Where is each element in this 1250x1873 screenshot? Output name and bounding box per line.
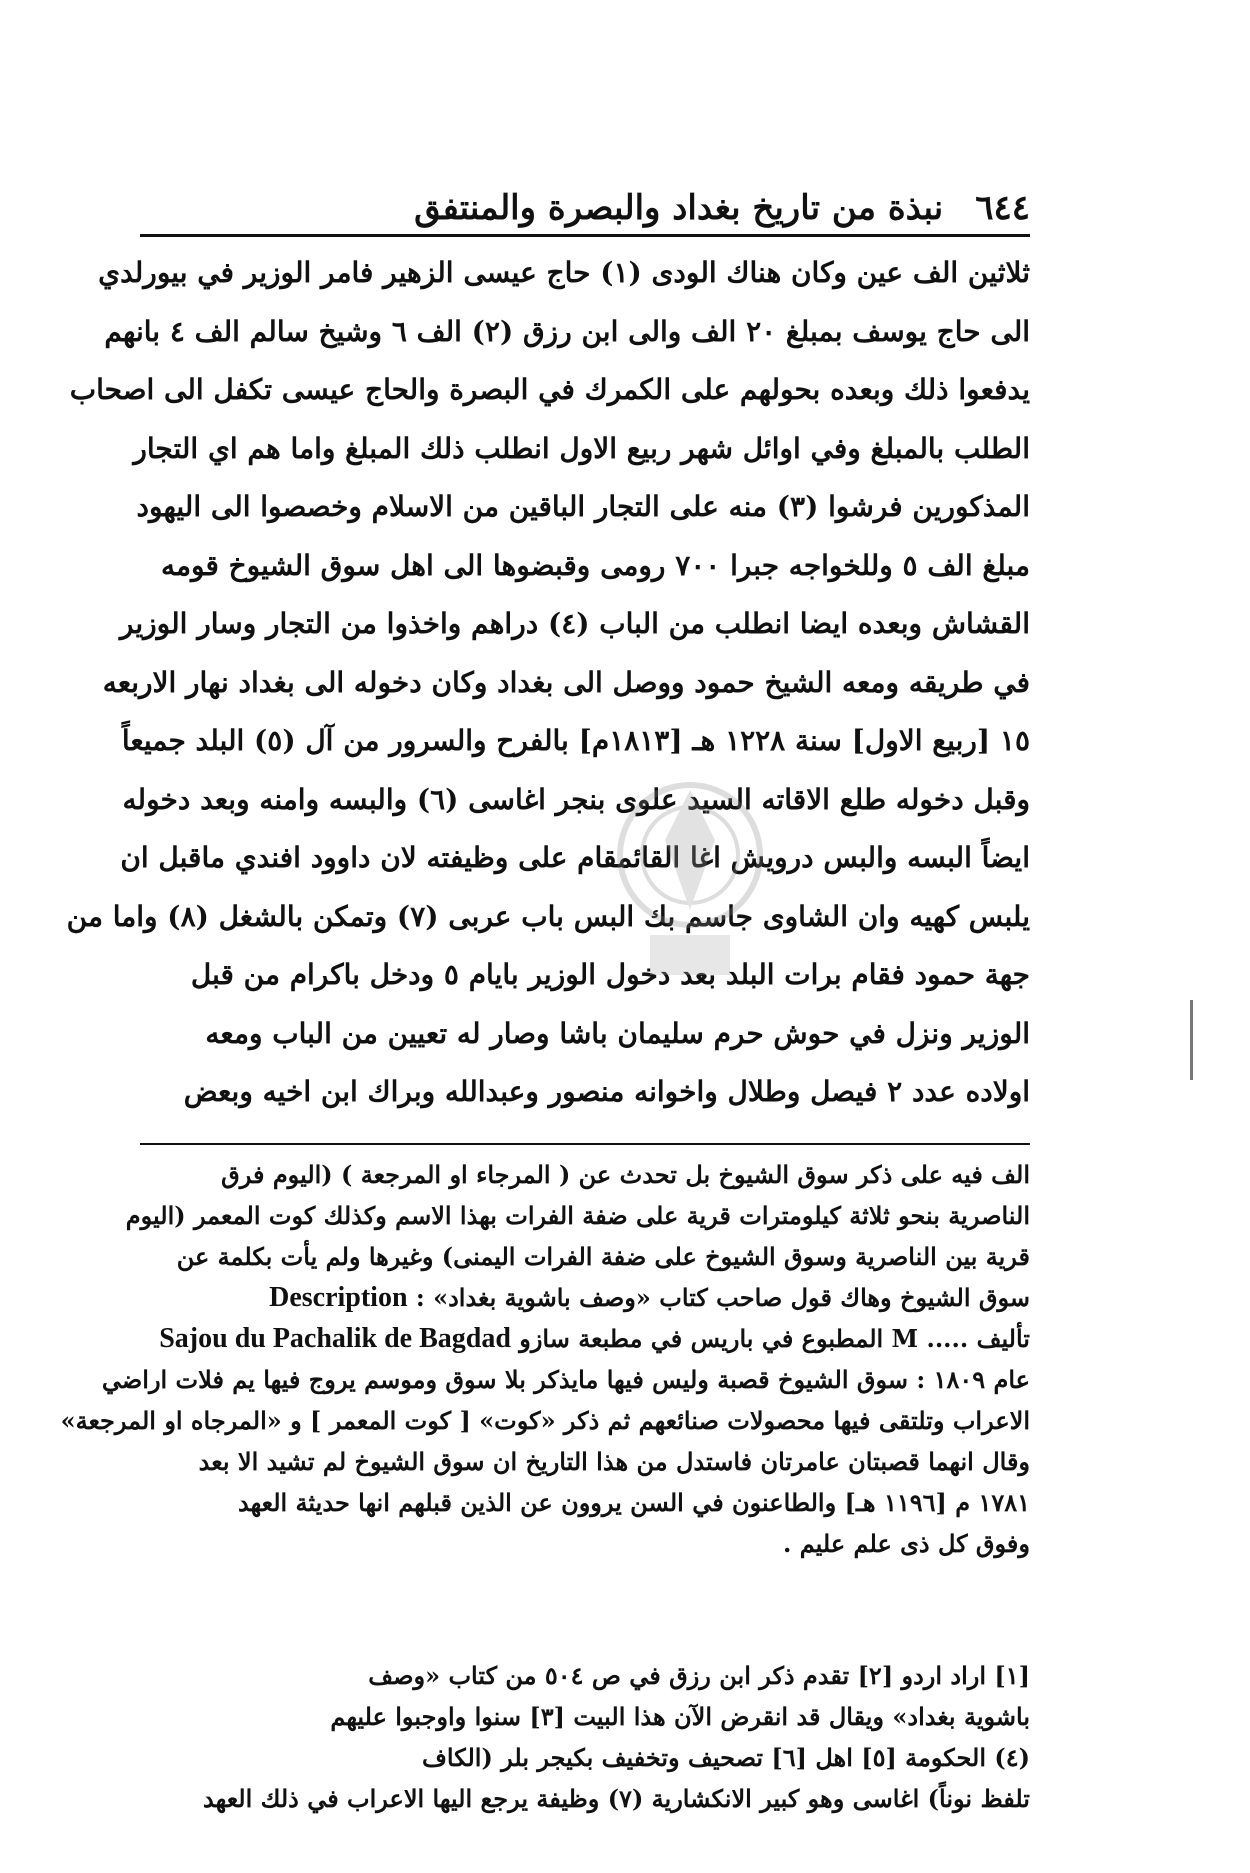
text-line: المذكورين فرشوا (٣) منه على التجار الباقين من الاسلام وخصصوا الى اليهود [136,490,1030,523]
footnote-line: وقال انهما قصبتان عامرتان فاستدل من هذا التاريخ ان سوق الشيوخ لم تشيد الا بعد [198,1447,1030,1476]
footnote-line: سوق الشيوخ وهاك قول صاحب كتاب «وصف باشوية بغداد» : Description [269,1282,1030,1313]
footnote-line: وفوق كل ذى علم عليم . [782,1529,1030,1558]
text-line: مبلغ الف ٥ وللخواجه جبرا ٧٠٠ رومى وقبضوها الى اهل سوق الشيوخ قومه [161,548,1030,582]
text-line: جهة حمود فقام برات البلد بعد دخول الوزير بايام ٥ ودخل باكرام من قبل [190,958,1030,991]
text-line: يلبس كهيه وان الشاوى جاسم بك البس باب عربى (٧) وتمكن بالشغل (٨) واما من [66,899,1030,933]
text-line: يدفعوا ذلك وبعده بحولهم على الكمرك في البصرة والحاج عيسى تكفل الى اصحاب [69,373,1030,406]
footnote-line: الف فيه على ذكر سوق الشيوخ بل تحدث عن ( المرجاء او المرجعة ) (اليوم فرق [221,1160,1030,1189]
numbered-footnotes [140,1655,1030,1819]
text-line: في طريقه ومعه الشيخ حمود ووصل الى بغداد وكان دخوله الى بغداد نهار الاربعه [102,665,1030,699]
text-line: الطلب بالمبلغ وفي اوائل شهر ربيع الاول انطلب ذلك المبلغ واما هم اي التجار [133,431,1030,465]
text-line: الى حاج يوسف بمبلغ ٢٠ الف والى ابن رزق (٢) الف ٦ وشيخ سالم الف ٤ بانهم [104,314,1030,348]
page-header [140,186,1030,230]
running-title: نبذة من تاريخ بغداد والبصرة والمنتفق [414,188,944,228]
footnote-line: تأليف ..... M المطبوع في باريس في مطبعة سازو Sajou du Pachalik de Bagdad [159,1323,1030,1354]
text-line: الوزير ونزل في حوش حرم سليمان باشا وصار له تعيين من الباب ومعه [205,1016,1030,1050]
library-seal-watermark-icon [590,760,790,990]
text-line: اولاده عدد ٢ فيصل وطلال واخوانه منصور وعبدالله وبراك ابن اخيه وبعض [183,1075,1030,1108]
text-line: القشاش وبعده ايضا انطلب من الباب (٤) دراهم واخذوا من التجار وسار الوزير [119,607,1030,640]
note-line: تلفظ نوناً) اغاسى وهو كبير الانكشارية (٧) وظيفة يرجع اليها الاعراب في ذلك العهد [203,1784,1030,1813]
page-number: ٦٤٤ [975,188,1030,228]
note-line: (٤) الحكومة [٥] اهل [٦] تصحيف وتخفيف بكيجر بلر (الكاف [422,1743,1030,1772]
latin-term: Description [269,1282,408,1313]
header-rule [140,234,1030,237]
footnote-line: الناصرية بنحو ثلاثة كيلومترات قرية على ضفة الفرات بهذا الاسم وكذلك كوت المعمر (اليوم [125,1201,1030,1230]
margin-mark [1190,1000,1193,1080]
footnote-line: ١٧٨١ م [١١٩٦ هـ] والطاعنون في السن يروون عن الذين قبلهم انها حديثة العهد [237,1488,1030,1517]
text-line: ايضاً البسه والبس درويش اغا القائمقام على وظيفته لان داوود افندي ماقبل ان [120,841,1030,874]
note-line: باشوية بغداد» ويقال قد انقرض الآن هذا البيت [٣] سنوا واوجبوا عليهم [330,1702,1030,1731]
note-line: [١] اراد اردو [٢] تقدم ذكر ابن رزق في ص ٥٠٤ من كتاب «وصف [368,1661,1030,1690]
footnote-rule [140,1143,1030,1145]
latin-term: Sajou du Pachalik de Bagdad [159,1323,511,1354]
footnote-line: الاعراب وتلتقى فيها محصولات صنائعهم ثم ذكر «كوت» [ كوت المعمر ] و «المرجاه او المرجعة» [60,1406,1030,1435]
main-text [66,244,1030,1122]
footnote-continuation [60,1154,1030,1564]
text-line: ثلاثين الف عين وكان هناك الودى (١) حاج عيسى الزهير فامر الوزير في بيورلدي [98,256,1030,289]
footnote-line: قرية بين الناصرية وسوق الشيوخ على ضفة الفرات اليمنى) وغيرها ولم يأت بكلمة عن [176,1242,1030,1271]
text-line: ١٥ [ربيع الاول] سنة ١٢٢٨ هـ [١٨١٣م] بالفرح والسرور من آل (٥) البلد جميعاً [121,724,1030,757]
text-line: وقبل دخوله طلع الاقاته السيد علوى بنجر اغاسى (٦) والبسه وامنه وبعد دخوله [122,782,1030,816]
footnote-line: عام ١٨٠٩ : سوق الشيوخ قصبة وليس فيها مايذكر بلا سوق وموسم يروج فيها يم فلات اراضي [101,1365,1030,1394]
